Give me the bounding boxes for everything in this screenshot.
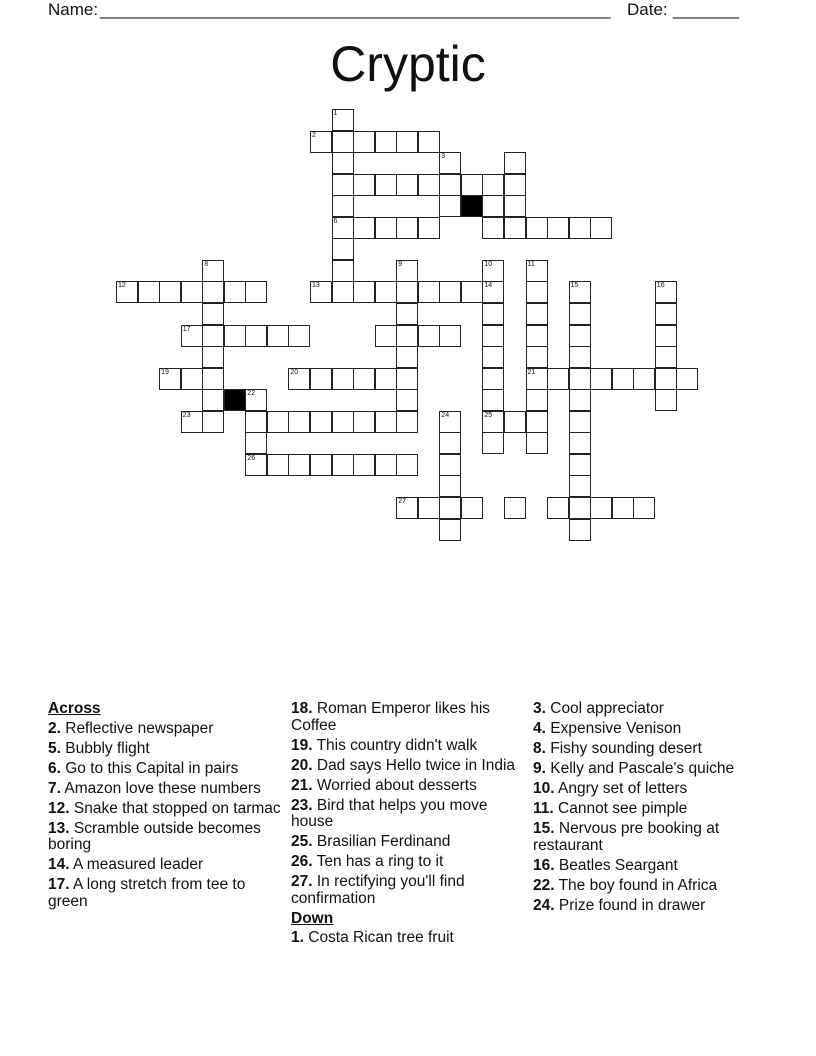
clue-text: Cannot see pimple xyxy=(553,800,688,817)
grid-cell[interactable] xyxy=(439,281,461,303)
clue-text: Bird that helps you move house xyxy=(291,796,488,830)
clue-text: In rectifying you'll find confirmation xyxy=(291,873,465,907)
clue-number: 14. xyxy=(48,856,70,873)
clue-text: Beatles Seargant xyxy=(554,856,678,874)
grid-cell[interactable] xyxy=(202,346,224,368)
grid-cell[interactable] xyxy=(375,174,397,196)
grid-cell[interactable] xyxy=(310,368,332,390)
grid-cell[interactable] xyxy=(461,174,483,196)
cell-number: 9 xyxy=(398,260,403,268)
name-label: Name: xyxy=(48,0,99,19)
grid-cell[interactable] xyxy=(396,260,418,282)
clue-number: 18. xyxy=(291,700,313,717)
grid-cell[interactable] xyxy=(159,281,181,303)
grid-cell[interactable] xyxy=(267,454,289,476)
clue xyxy=(291,778,525,795)
grid-cell[interactable] xyxy=(655,368,677,390)
clue xyxy=(291,758,525,775)
date-label: Date: xyxy=(627,0,668,19)
clue-number: 2. xyxy=(48,719,61,737)
grid-cell[interactable] xyxy=(245,389,267,411)
grid-cell[interactable] xyxy=(482,217,504,239)
clue-text: The boy found in Africa xyxy=(554,876,718,894)
grid-cell[interactable] xyxy=(569,217,591,239)
grid-cell[interactable] xyxy=(181,281,203,303)
clue xyxy=(533,878,767,895)
grid-cell[interactable] xyxy=(439,195,461,217)
grid-cell[interactable] xyxy=(332,174,354,196)
grid-cell[interactable] xyxy=(224,281,246,303)
grid-cell[interactable] xyxy=(482,389,504,411)
grid-cell[interactable] xyxy=(116,281,138,303)
grid-cell[interactable] xyxy=(332,368,354,390)
grid-cell[interactable] xyxy=(353,411,375,433)
grid-cell[interactable] xyxy=(353,174,375,196)
grid-cell[interactable] xyxy=(332,281,354,303)
clue-number: 19. xyxy=(291,736,313,754)
grid-cell[interactable] xyxy=(526,303,548,325)
grid-cell[interactable] xyxy=(482,346,504,368)
clue xyxy=(533,721,767,738)
grid-cell[interactable] xyxy=(439,519,461,541)
cell-number: 23 xyxy=(182,411,191,419)
grid-cell[interactable] xyxy=(288,368,310,390)
clue-text: Fishy sounding desert xyxy=(545,740,702,757)
grid-cell[interactable] xyxy=(181,411,203,433)
clue-text: Bubbly flight xyxy=(60,739,150,757)
grid-cell[interactable] xyxy=(375,217,397,239)
grid-cell[interactable] xyxy=(332,109,354,131)
grid-cell[interactable] xyxy=(482,303,504,325)
clue-number: 6. xyxy=(48,759,61,777)
clue-text: Reflective newspaper xyxy=(60,719,214,737)
clue-text: Ten has a ring to it xyxy=(312,853,444,870)
clue-text: Brasilian Ferdinand xyxy=(312,833,451,850)
clue-number: 25. xyxy=(291,833,313,850)
grid-cell[interactable] xyxy=(310,411,332,433)
clue-text: Nervous pre booking at restaurant xyxy=(533,820,720,854)
clue-number: 16. xyxy=(533,856,555,874)
grid-cell[interactable] xyxy=(633,368,655,390)
grid-cell[interactable] xyxy=(181,325,203,347)
grid-cell[interactable] xyxy=(655,303,677,325)
grid-cell[interactable] xyxy=(482,260,504,282)
clue-text: Dad says Hello twice in India xyxy=(312,756,516,774)
grid-cell[interactable] xyxy=(288,325,310,347)
grid-cell[interactable] xyxy=(526,217,548,239)
grid-cell[interactable] xyxy=(439,432,461,454)
grid-cell[interactable] xyxy=(482,174,504,196)
grid-cell[interactable] xyxy=(245,325,267,347)
cell-number: 27 xyxy=(398,497,406,505)
cell-number: 1 xyxy=(333,110,338,117)
grid-cell[interactable] xyxy=(439,454,461,476)
grid-cell[interactable] xyxy=(461,497,483,519)
section-heading: Down xyxy=(291,909,334,927)
grid-cell[interactable] xyxy=(375,131,397,153)
grid-cell[interactable] xyxy=(526,260,548,282)
clue xyxy=(533,801,767,818)
grid-cell[interactable] xyxy=(332,238,354,260)
clue-text: This country didn't walk xyxy=(312,736,478,754)
grid-cell[interactable] xyxy=(504,411,526,433)
clue-text: Amazon love these numbers xyxy=(60,779,261,797)
clue-number: 21. xyxy=(291,776,313,794)
grid-cell[interactable] xyxy=(439,411,461,433)
clue-text: A measured leader xyxy=(69,856,204,873)
grid-cell[interactable] xyxy=(676,368,698,390)
grid-cell[interactable] xyxy=(569,346,591,368)
clue-number: 12. xyxy=(48,799,70,817)
grid-cell[interactable] xyxy=(526,389,548,411)
clue-number: 15. xyxy=(533,820,555,837)
grid-cell[interactable] xyxy=(202,325,224,347)
grid-cell[interactable] xyxy=(569,389,591,411)
grid-cell[interactable] xyxy=(245,454,267,476)
clue xyxy=(48,821,282,854)
clue xyxy=(533,821,767,854)
clue-number: 23. xyxy=(291,796,313,814)
grid-cell[interactable] xyxy=(569,475,591,497)
clue xyxy=(533,741,767,758)
grid-cell[interactable] xyxy=(504,497,526,519)
grid-cell[interactable] xyxy=(439,475,461,497)
clue-number: 17. xyxy=(48,876,70,893)
grid-cell[interactable] xyxy=(655,346,677,368)
grid-cell[interactable] xyxy=(396,389,418,411)
black-square xyxy=(224,389,246,411)
grid-cell[interactable] xyxy=(612,497,634,519)
clue xyxy=(48,741,282,758)
clue xyxy=(48,781,282,798)
grid-cell[interactable] xyxy=(482,195,504,217)
cell-number: 20 xyxy=(290,368,299,376)
cell-number: 12 xyxy=(118,282,126,290)
clue xyxy=(533,858,767,875)
clue-number: 11. xyxy=(533,800,554,817)
name-line: ______________________________________________________ xyxy=(100,0,611,19)
grid-cell[interactable] xyxy=(547,497,569,519)
grid-cell[interactable] xyxy=(396,217,418,239)
grid-cell[interactable] xyxy=(482,411,504,433)
grid-cell[interactable] xyxy=(418,174,440,196)
grid-cell[interactable] xyxy=(202,389,224,411)
grid-cell[interactable] xyxy=(418,281,440,303)
grid-cell[interactable] xyxy=(439,325,461,347)
clue-number: 8. xyxy=(533,740,546,757)
grid-cell[interactable] xyxy=(353,217,375,239)
grid-cell[interactable] xyxy=(332,131,354,153)
clue-text: Angry set of letters xyxy=(554,780,688,797)
cell-number: 3 xyxy=(441,153,446,161)
grid-cell[interactable] xyxy=(590,217,612,239)
clue xyxy=(291,798,525,831)
grid-cell[interactable] xyxy=(396,497,418,519)
grid-cell[interactable] xyxy=(482,432,504,454)
clue-text: Prize found in drawer xyxy=(554,896,706,914)
clue-number: 3. xyxy=(533,700,546,717)
grid-cell[interactable] xyxy=(396,131,418,153)
cell-number: 22 xyxy=(247,390,256,398)
grid-cell[interactable] xyxy=(288,411,310,433)
grid-cell[interactable] xyxy=(526,411,548,433)
grid-cell[interactable] xyxy=(332,195,354,217)
grid-cell[interactable] xyxy=(332,152,354,174)
grid-cell[interactable] xyxy=(353,454,375,476)
grid-cell[interactable] xyxy=(569,325,591,347)
clue-number: 24. xyxy=(533,896,555,914)
grid-cell[interactable] xyxy=(353,131,375,153)
grid-cell[interactable] xyxy=(655,389,677,411)
clue-number: 13. xyxy=(48,819,70,837)
cell-number: 8 xyxy=(204,260,209,268)
grid-cell[interactable] xyxy=(526,432,548,454)
grid-cell[interactable] xyxy=(375,411,397,433)
cell-number: 17 xyxy=(182,325,191,333)
grid-cell[interactable] xyxy=(612,368,634,390)
grid-cell[interactable] xyxy=(396,303,418,325)
cell-number: 11 xyxy=(527,260,535,268)
cell-number: 25 xyxy=(484,411,493,419)
grid-cell[interactable] xyxy=(332,260,354,282)
clue-number: 27. xyxy=(291,873,313,890)
clue xyxy=(48,857,282,874)
grid-cell[interactable] xyxy=(267,325,289,347)
cell-number: 21 xyxy=(527,368,536,376)
cell-number: 13 xyxy=(312,282,320,290)
grid-cell[interactable] xyxy=(353,368,375,390)
grid-cell[interactable] xyxy=(224,325,246,347)
clue xyxy=(533,701,767,718)
clue xyxy=(291,930,525,947)
clue-number: 4. xyxy=(533,720,546,737)
clue xyxy=(291,854,525,871)
clues-column-2 xyxy=(291,701,525,950)
grid-cell[interactable] xyxy=(418,497,440,519)
clue-text: Roman Emperor likes his Coffee xyxy=(291,700,491,734)
clue-number: 22. xyxy=(533,876,555,894)
grid-cell[interactable] xyxy=(504,174,526,196)
clue xyxy=(533,781,767,798)
grid-cell[interactable] xyxy=(396,281,418,303)
grid-cell[interactable] xyxy=(526,281,548,303)
grid-cell[interactable] xyxy=(418,217,440,239)
grid-cell[interactable] xyxy=(375,325,397,347)
cell-number: 14 xyxy=(484,282,493,290)
black-square xyxy=(461,195,483,217)
grid-cell[interactable] xyxy=(482,368,504,390)
grid-cell[interactable] xyxy=(547,217,569,239)
grid-cell[interactable] xyxy=(245,411,267,433)
clue-number: 9. xyxy=(533,760,546,777)
grid-cell[interactable] xyxy=(353,281,375,303)
grid-cell[interactable] xyxy=(245,432,267,454)
grid-cell[interactable] xyxy=(396,325,418,347)
clue-number: 1. xyxy=(291,929,304,946)
grid-cell[interactable] xyxy=(569,454,591,476)
clue-number: 20. xyxy=(291,756,313,774)
grid-cell[interactable] xyxy=(504,152,526,174)
grid-cell[interactable] xyxy=(569,411,591,433)
grid-cell[interactable] xyxy=(482,281,504,303)
clue-text: Cool appreciator xyxy=(545,700,664,717)
grid-cell[interactable] xyxy=(202,281,224,303)
clue xyxy=(533,761,767,778)
grid-cell[interactable] xyxy=(590,497,612,519)
grid-cell[interactable] xyxy=(418,325,440,347)
cell-number: 2 xyxy=(312,131,316,139)
grid-cell[interactable] xyxy=(310,131,332,153)
cell-number: 19 xyxy=(161,368,169,376)
grid-cell[interactable] xyxy=(375,368,397,390)
clue-text: Worried about desserts xyxy=(312,776,477,794)
clue-text: Scramble outside becomes boring xyxy=(48,819,261,853)
cell-number: 16 xyxy=(656,282,665,290)
grid-cell[interactable] xyxy=(332,411,354,433)
cell-number: 26 xyxy=(247,454,256,462)
clue-text: Snake that stopped on tarmac xyxy=(69,799,281,817)
grid-cell[interactable] xyxy=(310,281,332,303)
cell-number: 15 xyxy=(570,282,579,290)
grid-cell[interactable] xyxy=(332,454,354,476)
grid-cell[interactable] xyxy=(461,281,483,303)
grid-cell[interactable] xyxy=(288,454,310,476)
clue xyxy=(291,738,525,755)
grid-cell[interactable] xyxy=(547,368,569,390)
grid-cell[interactable] xyxy=(569,281,591,303)
grid-cell[interactable] xyxy=(202,368,224,390)
grid-cell[interactable] xyxy=(569,303,591,325)
grid-cell[interactable] xyxy=(202,260,224,282)
grid-cell[interactable] xyxy=(526,325,548,347)
grid-cell[interactable] xyxy=(439,174,461,196)
grid-cell[interactable] xyxy=(482,325,504,347)
clue-number: 26. xyxy=(291,853,313,870)
grid-cell[interactable] xyxy=(310,454,332,476)
grid-cell[interactable] xyxy=(504,195,526,217)
cell-number: 6 xyxy=(333,217,338,225)
clues-column-3 xyxy=(533,701,767,918)
grid-cell[interactable] xyxy=(569,497,591,519)
grid-cell[interactable] xyxy=(375,281,397,303)
grid-cell[interactable] xyxy=(569,519,591,541)
grid-cell[interactable] xyxy=(138,281,160,303)
grid-cell[interactable] xyxy=(569,368,591,390)
clue xyxy=(291,834,525,851)
grid-cell[interactable] xyxy=(202,303,224,325)
clue-number: 10. xyxy=(533,780,555,797)
clue-number: 5. xyxy=(48,739,61,757)
grid-cell[interactable] xyxy=(396,411,418,433)
clue-text: A long stretch from tee to green xyxy=(48,876,246,910)
date-line: _______ xyxy=(673,0,740,19)
grid-cell[interactable] xyxy=(396,174,418,196)
grid-cell[interactable] xyxy=(159,368,181,390)
grid-cell[interactable] xyxy=(418,131,440,153)
clue xyxy=(48,877,282,910)
grid-cell[interactable] xyxy=(396,454,418,476)
grid-cell[interactable] xyxy=(633,497,655,519)
grid-cell[interactable] xyxy=(375,454,397,476)
page-title: Cryptic xyxy=(330,36,486,92)
grid-cell[interactable] xyxy=(396,346,418,368)
grid-cell[interactable] xyxy=(245,281,267,303)
clue xyxy=(48,721,282,738)
clue xyxy=(291,701,525,734)
grid-cell[interactable] xyxy=(590,368,612,390)
clue xyxy=(533,898,767,915)
clue xyxy=(291,874,525,907)
clue-number: 7. xyxy=(48,779,61,797)
clue-text: Expensive Venison xyxy=(545,720,682,737)
grid-cell[interactable] xyxy=(181,368,203,390)
clue-text: Costa Rican tree fruit xyxy=(303,929,454,946)
clue-text: Go to this Capital in pairs xyxy=(60,759,239,777)
grid-cell[interactable] xyxy=(569,432,591,454)
grid-cell[interactable] xyxy=(655,325,677,347)
clues-column-1 xyxy=(48,701,282,914)
grid-cell[interactable] xyxy=(526,346,548,368)
grid-cell[interactable] xyxy=(439,152,461,174)
section-heading: Across xyxy=(48,700,101,717)
grid-cell[interactable] xyxy=(202,411,224,433)
grid-cell[interactable] xyxy=(504,217,526,239)
grid-cell[interactable] xyxy=(655,281,677,303)
clue xyxy=(48,801,282,818)
clue xyxy=(48,761,282,778)
grid-cell[interactable] xyxy=(267,411,289,433)
grid-cell[interactable] xyxy=(439,497,461,519)
cell-number: 24 xyxy=(441,411,450,419)
cell-number: 10 xyxy=(484,260,493,268)
grid-cell[interactable] xyxy=(396,368,418,390)
grid-cell[interactable] xyxy=(526,368,548,390)
grid-cell[interactable] xyxy=(332,217,354,239)
clue-text: Kelly and Pascale's quiche xyxy=(545,760,735,777)
